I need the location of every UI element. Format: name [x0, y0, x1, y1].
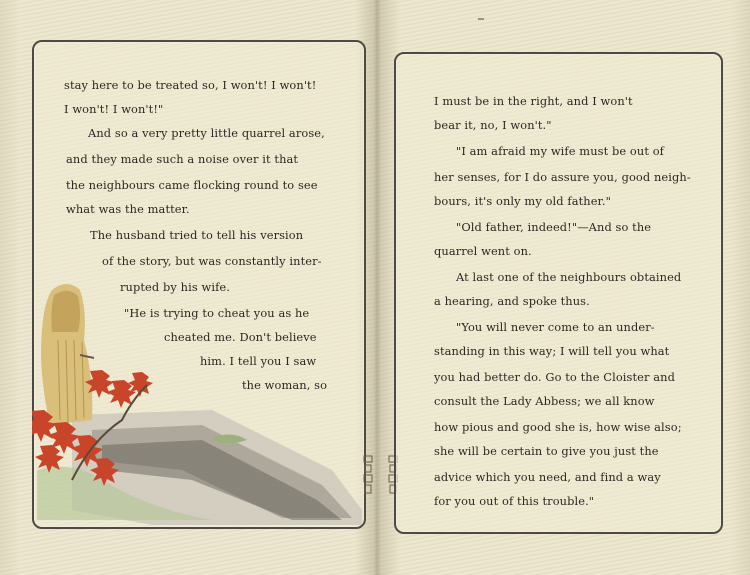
- text-line: bours, it's only my old father.": [434, 194, 611, 208]
- publisher-seal-icon: [363, 455, 375, 498]
- text-line: cheated me. Don't believe: [164, 330, 317, 344]
- right-page: [378, 0, 750, 575]
- text-line: consult the Lady Abbess; we all know: [434, 394, 655, 408]
- text-line: I won't! I won't!": [64, 102, 164, 116]
- text-line: you had better do. Go to the Cloister and: [434, 370, 675, 384]
- text-line: I must be in the right, and I won't: [434, 94, 633, 108]
- text-line: standing in this way; I will tell you what: [434, 344, 670, 358]
- text-line: him. I tell you I saw: [200, 354, 317, 368]
- text-line: her senses, for I do assure you, good neigh-: [434, 170, 691, 184]
- text-line: "Old father, indeed!"—And so the: [456, 220, 652, 234]
- text-line: The husband tried to tell his version: [90, 228, 304, 242]
- text-line: a hearing, and spoke thus.: [434, 294, 590, 308]
- text-line: "You will never come to an under-: [456, 320, 655, 334]
- text-line: the neighbours came flocking round to see: [66, 178, 318, 192]
- text-line: she will be certain to give you just the: [434, 444, 659, 458]
- text-line: the woman, so: [242, 378, 328, 392]
- text-line: advice which you need, and find a way: [434, 470, 661, 484]
- text-line: rupted by his wife.: [120, 280, 230, 294]
- text-line: At last one of the neighbours obtained: [456, 270, 682, 284]
- text-line: And so a very pretty little quarrel arose,: [88, 126, 325, 140]
- text-line: "He is trying to cheat you as he: [124, 306, 310, 320]
- text-line: of the story, but was constantly inter-: [102, 254, 322, 268]
- text-line: what was the matter.: [66, 202, 190, 216]
- text-line: stay here to be treated so, I won't! I won't!: [64, 78, 317, 92]
- text-line: "I am afraid my wife must be out of: [456, 144, 664, 158]
- text-line: for you out of this trouble.": [434, 494, 595, 508]
- text-line: how pious and good she is, how wise also;: [434, 420, 682, 434]
- text-line: and they made such a noise over it that: [66, 152, 299, 166]
- text-line: quarrel went on.: [434, 244, 532, 258]
- text-line: bear it, no, I won't.": [434, 118, 552, 132]
